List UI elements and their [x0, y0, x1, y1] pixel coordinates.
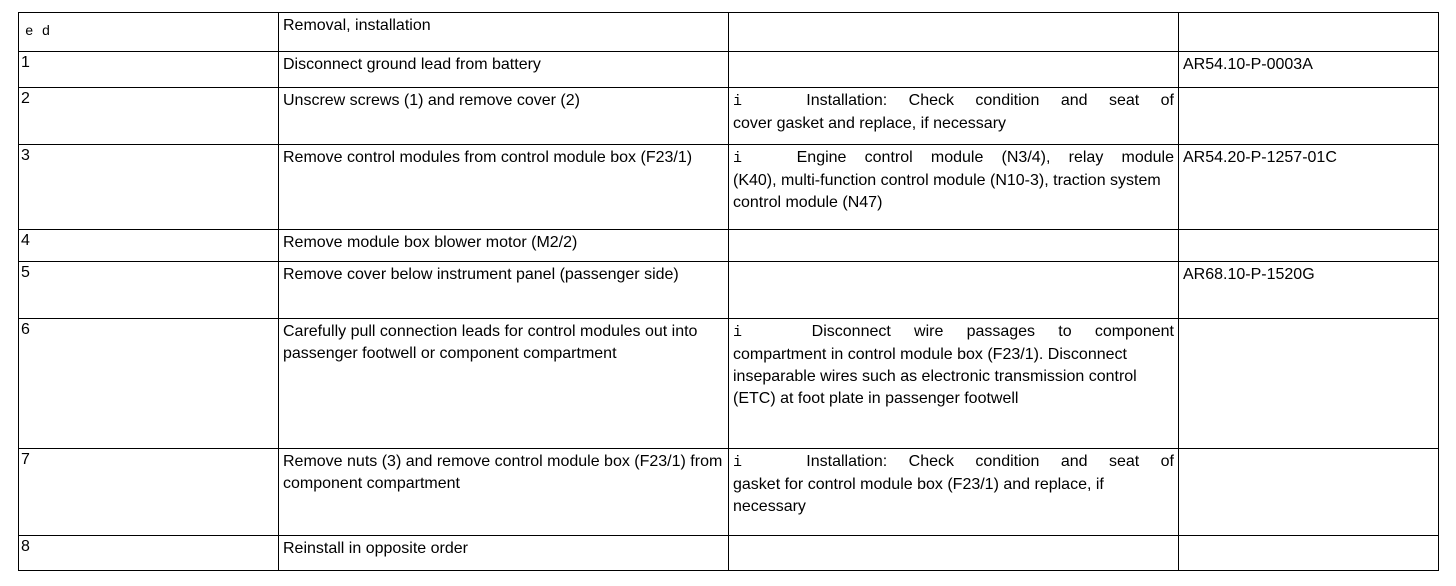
action-text: Remove module box blower motor (M2/2)	[279, 230, 729, 262]
action-text: Remove nuts (3) and remove control module box (F23/1) from component compartment	[279, 449, 729, 536]
info-icon: i	[733, 454, 743, 471]
step-number: 4	[19, 230, 279, 262]
reference-link[interactable]: AR54.20-P-1257-01C	[1179, 145, 1439, 230]
header-action-cell: Removal, installation	[279, 13, 729, 52]
table-row	[19, 449, 1439, 536]
action-text: Carefully pull connection leads for control modules out into passenger footwell or component compartment	[279, 319, 729, 449]
note-cell	[729, 262, 1179, 319]
info-icon: i	[733, 324, 743, 341]
note-lead: Disconnect wire passages to component	[811, 323, 1174, 340]
step-number: 2	[19, 88, 279, 145]
note-lead: Installation: Check condition and seat of	[806, 453, 1174, 470]
note-cell	[729, 536, 1179, 571]
table-row	[19, 230, 1439, 262]
reference-link[interactable]	[1179, 449, 1439, 536]
header-note-cell	[729, 13, 1179, 52]
header-ref-cell	[1179, 13, 1439, 52]
reference-link[interactable]	[1179, 230, 1439, 262]
table-row	[19, 145, 1439, 230]
note-text: compartment in control module box (F23/1). Disconnect inseparable wires such as electronic transmission control (ETC) at foot plate in passenger footwell	[733, 346, 1137, 407]
note-text: gasket for control module box (F23/1) and replace, if necessary	[733, 476, 1104, 515]
table-row	[19, 262, 1439, 319]
step-number: 5	[19, 262, 279, 319]
action-text: Remove control modules from control module box (F23/1)	[279, 145, 729, 230]
step-number: 6	[19, 319, 279, 449]
table-row	[19, 88, 1439, 145]
procedure-table	[18, 12, 1439, 571]
step-number: 3	[19, 145, 279, 230]
info-icon: i	[733, 93, 743, 110]
note-text: (K40), multi-function control module (N10-3), traction system control module (N47)	[733, 172, 1161, 211]
note-text: cover gasket and replace, if necessary	[733, 115, 1007, 132]
reference-link[interactable]	[1179, 536, 1439, 571]
header-step-cell: e d	[19, 13, 279, 52]
action-text: Disconnect ground lead from battery	[279, 52, 729, 88]
note-first-line	[733, 90, 1174, 113]
reference-link[interactable]: AR68.10-P-1520G	[1179, 262, 1439, 319]
info-icon: i	[733, 150, 743, 167]
action-text: Unscrew screws (1) and remove cover (2)	[279, 88, 729, 145]
reference-link[interactable]: AR54.10-P-0003A	[1179, 52, 1439, 88]
note-first-line	[733, 147, 1174, 170]
note-lead: Engine control module (N3/4), relay module	[796, 149, 1174, 166]
action-text: Remove cover below instrument panel (passenger side)	[279, 262, 729, 319]
step-number: 8	[19, 536, 279, 571]
reference-link[interactable]	[1179, 319, 1439, 449]
note-cell	[729, 88, 1179, 145]
table-row	[19, 536, 1439, 571]
table-row	[19, 319, 1439, 449]
action-text: Reinstall in opposite order	[279, 536, 729, 571]
note-lead: Installation: Check condition and seat of	[806, 92, 1174, 109]
note-cell	[729, 145, 1179, 230]
note-first-line	[733, 321, 1174, 344]
note-cell	[729, 449, 1179, 536]
note-cell	[729, 230, 1179, 262]
note-cell	[729, 52, 1179, 88]
table-header-row	[19, 13, 1439, 52]
step-number: 1	[19, 52, 279, 88]
step-number: 7	[19, 449, 279, 536]
note-first-line	[733, 451, 1174, 474]
table-row	[19, 52, 1439, 88]
reference-link[interactable]	[1179, 88, 1439, 145]
note-cell	[729, 319, 1179, 449]
